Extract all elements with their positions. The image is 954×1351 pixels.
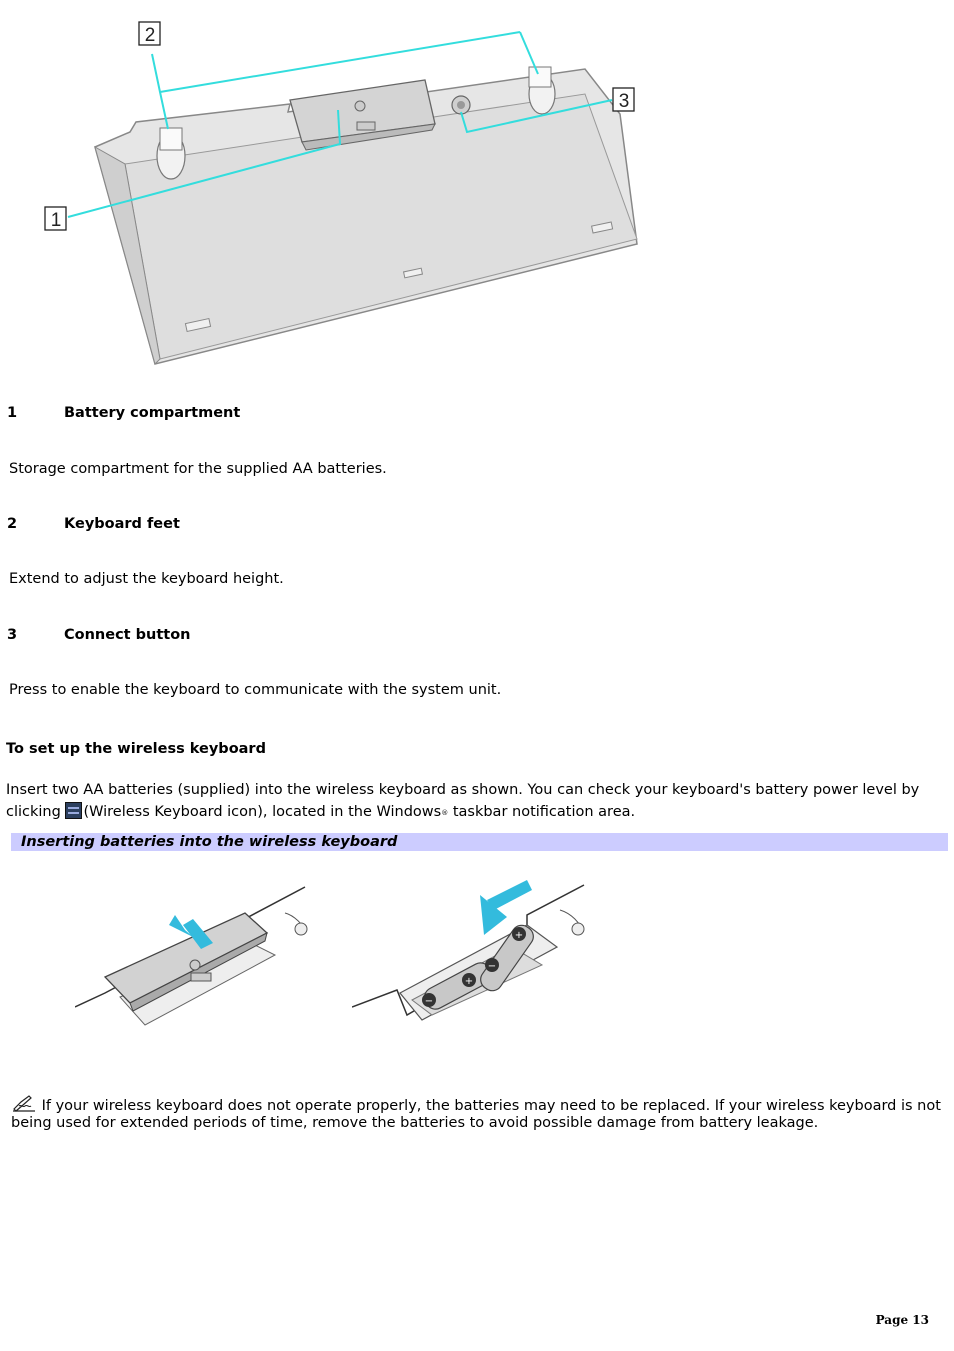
note [11,1094,941,1132]
setup-intro [6,779,948,824]
note-text: If your wireless keyboard does not operate properly, the batteries may need to be replaced. If your wireless keyboard is not being used for extended periods of time, remove the batteries to avoid possible damage from battery leakage. [11,1098,941,1131]
note-pencil-icon [11,1094,37,1112]
svg-text:−: − [487,961,497,972]
callout-2: 2 [144,25,156,46]
item-title: Keyboard feet [64,516,180,532]
wireless-keyboard-icon[interactable] [65,802,82,819]
item-number: 3 [7,627,18,643]
registered-mark: ® [441,809,449,817]
item-description: Press to enable the keyboard to communicate with the system unit. [9,682,502,698]
callout-3: 3 [618,91,630,112]
svg-text:+: + [514,930,524,941]
procedure-title: Inserting batteries into the wireless keyboard [21,834,398,850]
svg-text:+: + [464,976,474,987]
intro-text-2: (Wireless Keyboard icon), located in the Windows [83,804,442,820]
item-description: Storage compartment for the supplied AA batteries. [9,461,387,477]
page-number: Page 13 [875,1313,929,1327]
item-number: 1 [7,405,18,421]
intro-text-3: taskbar notification area. [448,804,636,820]
item-description: Extend to adjust the keyboard height. [9,571,284,587]
section-title: To set up the wireless keyboard [6,741,266,757]
svg-text:−: − [424,996,434,1007]
battery-cover-removal-illustration [75,885,310,1030]
item-number: 2 [7,516,18,532]
item-title: Connect button [64,627,191,643]
keyboard-underside-illustration [40,14,650,374]
battery-insertion-illustration [352,875,587,1030]
callout-1: 1 [50,210,62,231]
item-title: Battery compartment [64,405,241,421]
intro-text-1: Insert two AA batteries (supplied) into the wireless keyboard as shown. You can check your keyboard's battery power level by clicking [6,782,920,820]
